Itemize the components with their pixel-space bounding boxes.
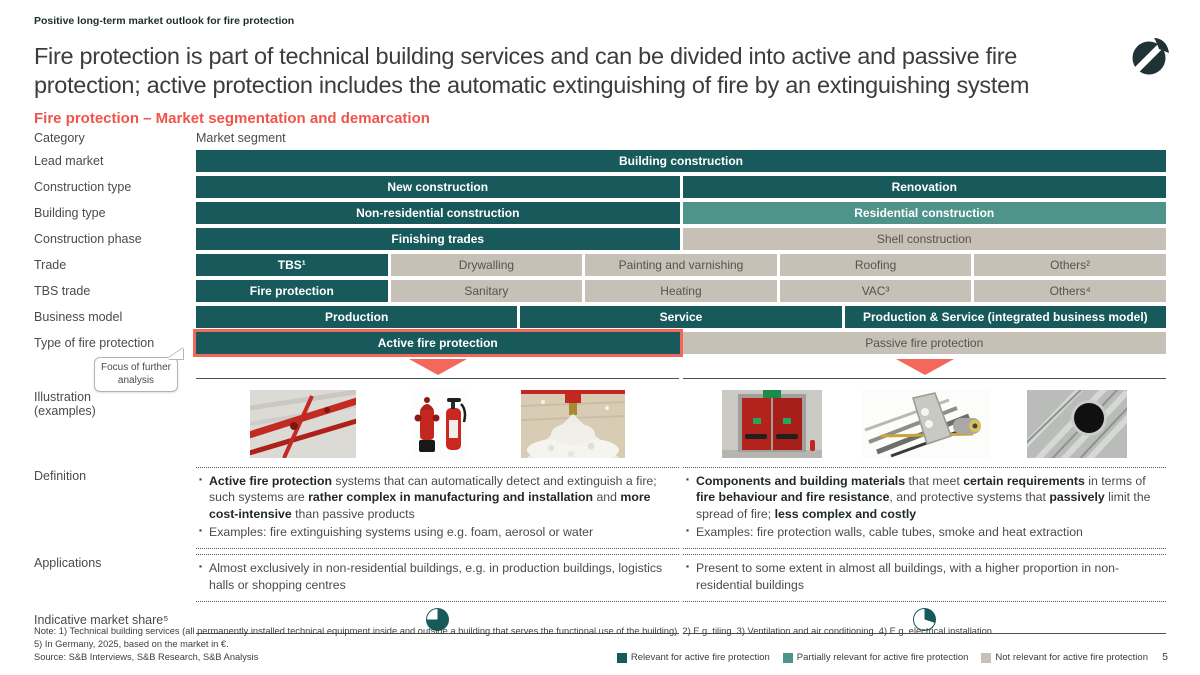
row-label: TBS trade xyxy=(34,284,91,298)
row-label: Construction phase xyxy=(34,232,142,246)
active-column-divider xyxy=(196,359,679,379)
footnote-line-1: Note: 1) Technical building services (all permanently installed technical equipment inside and outside a building that serves the functional use of the building). 2) E.g. tiling. 3) Ventilation and air conditioning. 4) E.g. electrical installation. xyxy=(34,625,995,636)
cell-building-construction: Building construction xyxy=(196,150,1166,172)
illustration-label: Illustration (examples) xyxy=(34,390,96,418)
focus-callout-text: Focus of further analysis xyxy=(100,362,172,386)
legend-item-relevant xyxy=(617,652,770,663)
callout-tail xyxy=(167,348,183,359)
active-definition xyxy=(196,467,679,549)
cell-roofing: Roofing xyxy=(780,254,972,276)
row-label: Building type xyxy=(34,206,106,220)
active-applications xyxy=(196,554,679,602)
row-trade xyxy=(34,254,1166,276)
legend xyxy=(617,652,1148,663)
company-logo xyxy=(1126,32,1174,80)
legend-label: Partially relevant for active fire protection xyxy=(796,652,969,663)
row-tbs-trade xyxy=(34,280,1166,302)
definition-bullet: ▪ Examples: fire extinguishing systems using e.g. foam, aerosol or water xyxy=(198,524,677,540)
category-header: Category xyxy=(34,131,85,145)
eyebrow-text: Positive long-term market outlook for fire protection xyxy=(34,15,295,27)
fire-hydrant-and-extinguisher-photo xyxy=(410,390,468,458)
row-label: Type of fire protection xyxy=(34,336,155,350)
row-business-model xyxy=(34,306,1166,328)
applications-bullet: ▪ Almost exclusively in non-residential buildings, e.g. in production buildings, logistics halls or shopping centres xyxy=(198,560,677,593)
cell-others-4: Others⁴ xyxy=(974,280,1166,302)
active-illustrations xyxy=(196,388,679,460)
cell-fire-protection: Fire protection xyxy=(196,280,388,302)
row-label: Construction type xyxy=(34,180,132,194)
arrow-band xyxy=(34,359,1166,379)
legend-swatch-tan xyxy=(981,653,991,663)
row-label: Trade xyxy=(34,258,67,272)
row-building-type xyxy=(34,202,1166,224)
definition-bullet: ▪ Examples: fire protection walls, cable tubes, smoke and heat extraction xyxy=(685,524,1164,540)
market-segment-header: Market segment xyxy=(196,131,286,145)
slide-title: Fire protection is part of technical building services and can be divided into active and passive fire protection; active protection includes the automatic extinguishing of fire by an extinguishing system xyxy=(34,43,1030,99)
red-fire-doors-photo xyxy=(722,390,822,458)
row-construction-type xyxy=(34,176,1166,198)
cell-passive-fire-protection: Passive fire protection xyxy=(683,332,1167,354)
cell-non-residential: Non-residential construction xyxy=(196,202,680,224)
footnote xyxy=(34,625,1164,651)
down-arrow-icon xyxy=(409,359,467,375)
applications-label: Applications xyxy=(34,556,102,571)
legend-label: Not relevant for active fire protection xyxy=(995,652,1148,663)
row-lead-market xyxy=(34,150,1166,172)
legend-item-partially-relevant xyxy=(783,652,969,663)
cell-production-service: Production & Service (integrated business model) xyxy=(845,306,1166,328)
cell-service: Service xyxy=(520,306,841,328)
cell-drywalling: Drywalling xyxy=(391,254,583,276)
segmentation-diagram xyxy=(34,131,1166,634)
cell-others-2: Others² xyxy=(974,254,1166,276)
down-arrow-icon xyxy=(896,359,954,375)
illustration-band xyxy=(34,388,1166,460)
source-line: Source: S&B Interviews, S&B Research, S&B Analysis xyxy=(34,652,259,662)
definition-label: Definition xyxy=(34,469,87,483)
row-label: Business model xyxy=(34,310,123,324)
table-header xyxy=(34,131,1166,145)
definition-bullet: ▪ Components and building materials that meet certain requirements in terms of fire behaviour and fire resistance, and protective systems that passively limit the spread of fire; less complex and costly xyxy=(685,473,1164,522)
passive-illustrations xyxy=(683,388,1166,460)
legend-swatch-mid xyxy=(783,653,793,663)
cell-new-construction: New construction xyxy=(196,176,680,198)
section-heading: Fire protection – Market segmentation and demarcation xyxy=(34,110,430,127)
cell-tbs: TBS¹ xyxy=(196,254,388,276)
cell-residential: Residential construction xyxy=(683,202,1167,224)
cell-finishing-trades: Finishing trades xyxy=(196,228,680,250)
applications-bullet: ▪ Present to some extent in almost all buildings, with a higher proportion in non-residential buildings xyxy=(685,560,1164,593)
cell-renovation: Renovation xyxy=(683,176,1167,198)
legend-item-not-relevant xyxy=(981,652,1148,663)
passive-column-divider xyxy=(683,359,1166,379)
applications-band xyxy=(34,554,1166,602)
market-share-label: Indicative market share⁵ xyxy=(34,613,169,628)
sprinkler-spraying-foam-photo xyxy=(521,390,625,458)
cell-vac: VAC³ xyxy=(780,280,972,302)
legend-swatch-dark xyxy=(617,653,627,663)
focus-callout xyxy=(94,357,178,392)
cell-shell-construction: Shell construction xyxy=(683,228,1167,250)
firestop-wall-penetration-photo xyxy=(861,390,989,458)
passive-definition xyxy=(683,467,1166,549)
passive-applications xyxy=(683,554,1166,602)
cell-active-fire-protection: Active fire protection xyxy=(196,332,680,354)
cell-sanitary: Sanitary xyxy=(391,280,583,302)
page-number: 5 xyxy=(1162,651,1168,663)
row-construction-phase xyxy=(34,228,1166,250)
duct-penetration-seal-photo xyxy=(1027,390,1127,458)
row-label: Lead market xyxy=(34,154,104,168)
legend-label: Relevant for active fire protection xyxy=(630,652,770,663)
cell-heating: Heating xyxy=(585,280,777,302)
definition-band xyxy=(34,467,1166,549)
definition-bullet: ▪ Active fire protection systems that can automatically detect and extinguish a fire; such systems are rather complex in manufacturing and installation and more cost-intensive than passive products xyxy=(198,473,677,522)
cell-production: Production xyxy=(196,306,517,328)
footnote-line-2: 5) In Germany, 2025, based on the market in €. xyxy=(34,638,229,649)
ceiling-sprinkler-piping-photo xyxy=(250,390,356,458)
row-type-of-fire-protection xyxy=(34,332,1166,354)
cell-painting: Painting and varnishing xyxy=(585,254,777,276)
